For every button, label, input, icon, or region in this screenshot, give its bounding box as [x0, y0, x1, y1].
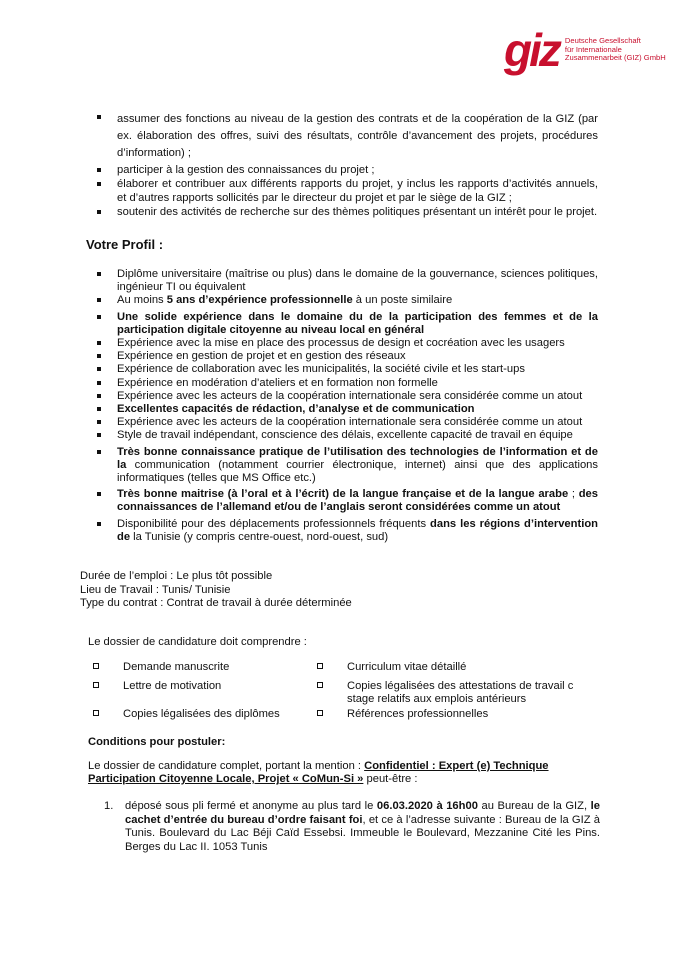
list-item	[96, 429, 598, 442]
item-text	[104, 800, 600, 854]
list-item	[96, 178, 598, 204]
list-item	[96, 164, 598, 177]
item-number: 1.	[104, 800, 114, 812]
list-item	[96, 350, 598, 363]
list-item	[96, 206, 598, 219]
giz-logo-mark: giz	[504, 24, 559, 76]
document-row	[93, 708, 583, 721]
profile-heading: Votre Profil :	[86, 237, 164, 252]
document-label: Copies légalisées des diplômes	[123, 708, 280, 720]
text-run: Expérience de collaboration avec les municipalités, la société civile et les start-ups	[117, 363, 525, 376]
text-run: soutenir des activités de recherche sur des thèmes politiques présentant un intérêt pour le projet.	[117, 206, 598, 219]
text-run: Expérience avec les acteurs de la coopération internationale sera considérée comme un atout	[117, 389, 583, 402]
conditions-before: Le dossier de candidature complet, portant la mention :	[88, 760, 365, 772]
job-contract-type: Type du contrat : Contrat de travail à durée déterminée	[80, 597, 352, 609]
text-run: Au moins	[117, 294, 167, 307]
text-run: Très bonne connaissance pratique de l’utilisation des technologies de l’information et de la	[117, 445, 598, 471]
text-run: à un poste similaire	[352, 294, 453, 307]
document-label: Lettre de motivation	[123, 680, 222, 692]
document-item	[317, 661, 583, 674]
document-label: Demande manuscrite	[123, 661, 230, 673]
text-run: Une solide expérience dans le domaine du de la participation des femmes et de la participation digitale citoyenne au niveau local en général	[117, 310, 598, 336]
conditions-after: peut-être :	[363, 773, 418, 785]
text-run: Très bonne maitrise (à l’oral et à l’écrit) de la langue française et de la langue arabe	[117, 488, 569, 501]
submission-instructions	[104, 800, 600, 854]
document-item	[93, 680, 317, 706]
text-run: dans les régions d’intervention de	[117, 517, 598, 543]
profile-list	[96, 268, 598, 544]
text-run: , et ce à l’adresse suivante : Bureau de la GIZ à Tunis. Boulevard du Lac Béji Caïd Essebsi. Immeuble le Boulevard, Mezzanine Cité les Pins. Berges du Lac II. 1053 Tunis	[125, 813, 600, 853]
giz-logo	[504, 24, 666, 76]
list-item	[96, 488, 598, 514]
document-item	[93, 708, 317, 721]
list-item	[96, 390, 598, 403]
text-run: Expérience en gestion de projet et en gestion des réseaux	[117, 350, 406, 363]
checkbox-icon	[93, 663, 99, 669]
list-item	[96, 337, 598, 350]
list-item	[96, 518, 598, 544]
text-run: 06.03.2020 à 16h00	[376, 800, 478, 812]
text-run: Diplôme universitaire (maîtrise ou plus) dans le domaine de la gouvernance, sciences politiques, ingénieur TI ou équivalent	[117, 268, 598, 294]
checkbox-icon	[93, 710, 99, 716]
numbered-item	[104, 800, 600, 854]
text-run: Disponibilité pour des déplacements professionnels fréquents	[117, 517, 431, 530]
document-item	[317, 680, 583, 706]
conditions-text	[88, 760, 600, 786]
checkbox-icon	[317, 663, 323, 669]
conditions-mention: Confidentiel : Expert (e) Technique Participation Citoyenne Locale, Projet « CoMun-Si »	[88, 760, 549, 785]
list-item	[96, 416, 598, 429]
text-run: élaborer et contribuer aux différents rapports du projet, y inclus les rapports d’activités annuels, et d’autres rapports sollicités par le directeur du projet et par le siège de la GIZ ;	[117, 178, 598, 204]
document-label: Curriculum vitae détaillé	[347, 661, 467, 673]
tasks-list	[96, 111, 598, 221]
list-item	[96, 363, 598, 376]
list-item	[96, 377, 598, 390]
document-item	[317, 708, 583, 721]
document-item	[93, 661, 317, 674]
job-location: Lieu de Travail : Tunis/ Tunisie	[80, 583, 231, 596]
list-item	[96, 294, 598, 307]
text-run: la Tunisie (y compris centre-ouest, nord-ouest, sud)	[130, 530, 389, 543]
text-run: participer à la gestion des connaissances du projet ;	[117, 163, 375, 176]
checkbox-icon	[317, 710, 323, 716]
list-item	[96, 403, 598, 416]
text-run: le cachet d’entrée du bureau d’ordre faisant foi	[125, 800, 600, 826]
text-run: ;	[568, 488, 579, 501]
logo-line: für Internationale	[564, 44, 622, 54]
job-info	[80, 570, 352, 611]
document-label: Références professionnelles	[347, 708, 489, 720]
checkbox-icon	[93, 682, 99, 688]
list-item	[96, 446, 598, 486]
list-item	[96, 311, 598, 337]
text-run: communication (notamment courrier électronique, internet) ainsi que des applications informatiques (telles que MS Office etc.)	[117, 458, 598, 485]
text-run: assumer des fonctions au niveau de la gestion des contrats et de la coopération de la GIZ (par ex. élaboration des offres, suivi des résultats, contrôle d’avancement des projets, procédures d’information) ;	[117, 113, 598, 159]
text-run: des connaissances de l’allemand et/ou de l’anglais seront considérées comme un atout	[117, 488, 598, 514]
logo-line: Zusammenarbeit (GIZ) GmbH	[564, 53, 666, 63]
dossier-intro: Le dossier de candidature doit comprendre :	[88, 636, 307, 648]
list-item	[96, 268, 598, 294]
document-row	[93, 680, 583, 706]
text-run: déposé sous pli fermé et anonyme au plus tard le	[125, 800, 377, 812]
document-label: Copies légalisées des attestations de travail c stage relatifs aux emplois antérieurs	[347, 680, 574, 705]
conditions-heading: Conditions pour postuler:	[88, 736, 226, 748]
job-duration: Durée de l’emploi : Le plus tôt possible	[80, 570, 273, 582]
text-run: Style de travail indépendant, conscience des délais, excellente capacité de travail en équipe	[117, 429, 573, 442]
document-row	[93, 661, 583, 674]
list-item	[96, 111, 598, 162]
text-run: Excellentes capacités de rédaction, d’analyse et de communication	[117, 403, 475, 416]
text-run: 5 ans d’expérience professionnelle	[166, 294, 353, 307]
text-run: Expérience avec la mise en place des processus de design et cocréation avec les usagers	[117, 337, 565, 350]
checkbox-icon	[317, 682, 323, 688]
documents-checklist	[93, 661, 583, 727]
text-run: au Bureau de la GIZ,	[477, 800, 591, 812]
text-run: Expérience en modération d’ateliers et en formation non formelle	[117, 376, 438, 389]
logo-line: Deutsche Gesellschaft	[564, 36, 641, 46]
text-run: Expérience avec les acteurs de la coopération internationale sera considérée comme un atout	[117, 416, 583, 429]
giz-logo-text	[565, 37, 666, 63]
